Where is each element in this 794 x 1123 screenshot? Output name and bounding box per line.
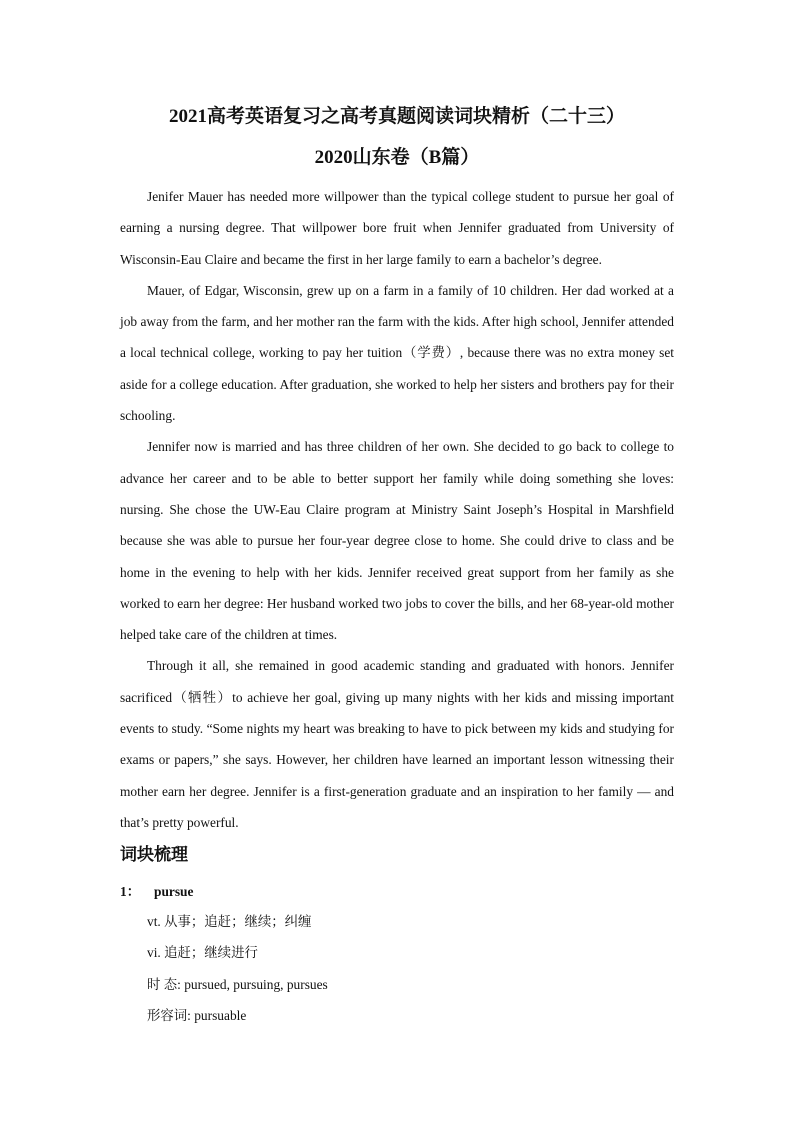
vocab-line-vi: vi. 追赶；继续进行: [147, 945, 258, 961]
passage-paragraph-4: Through it all, she remained in good academic standing and graduated with honors. Jennifer sacrificed（牺牲）to achieve her goal, giving up many nights with her kids and missing important events to study. “Some nights my heart was breaking to have to pick between my kids and studying for exams or papers,” she says. However, her children have learned an important lesson witnessing their mother earn her degree. Jennifer is a first-generation graduate and an inspiration to her family — and that’s pretty powerful.: [120, 658, 674, 830]
vocab-word: pursue: [154, 884, 194, 899]
section-heading: 词块梳理: [120, 845, 188, 864]
vocab-entry-head: [120, 878, 674, 906]
reading-passage: [120, 181, 674, 838]
vocab-number: 1：: [120, 884, 141, 899]
vocab-line-adjective: 形容词: pursuable: [147, 1007, 247, 1023]
vocab-entry: [120, 878, 674, 1031]
page-subtitle: 2020山东卷（B篇）: [314, 147, 480, 168]
passage-paragraph-3: Jennifer now is married and has three children of her own. She decided to go back to college to advance her career and to be able to better support her family while doing something she loves: nursing. She chose the UW-Eau Claire program at Ministry Saint Joseph’s Hospital in Marshfield because she was able to pursue her four-year degree close to home. She could drive to class and be home in the evening to help with her kids. Jennifer received great support from her family as she worked to earn her degree: Her husband worked two jobs to cover the bills, and her 68-year-old mother helped take care of the children at times.: [120, 439, 674, 643]
passage-paragraph-2: Mauer, of Edgar, Wisconsin, grew up on a farm in a family of 10 children. Her dad worked at a job away from the farm, and her mother ran the farm with the kids. After high school, Jennifer attended a local technical college, working to pay her tuition（学费）, because there was no extra money set aside for a college education. After graduation, she worked to help her sisters and brothers pay for their schooling.: [120, 282, 674, 424]
page-title: 2021高考英语复习之高考真题阅读词块精析（二十三）: [168, 106, 625, 127]
passage-paragraph-1: Jenifer Mauer has needed more willpower than the typical college student to pursue her goal of earning a nursing degree. That willpower bore fruit when Jennifer graduated from University of Wisconsin-Eau Claire and became the first in her large family to earn a bachelor’s degree.: [120, 189, 674, 267]
vocab-line-vt: vt. 从事；追赶；继续；纠缠: [147, 914, 312, 929]
vocab-line-tense: 时 态: pursued, pursuing, pursues: [147, 976, 328, 992]
